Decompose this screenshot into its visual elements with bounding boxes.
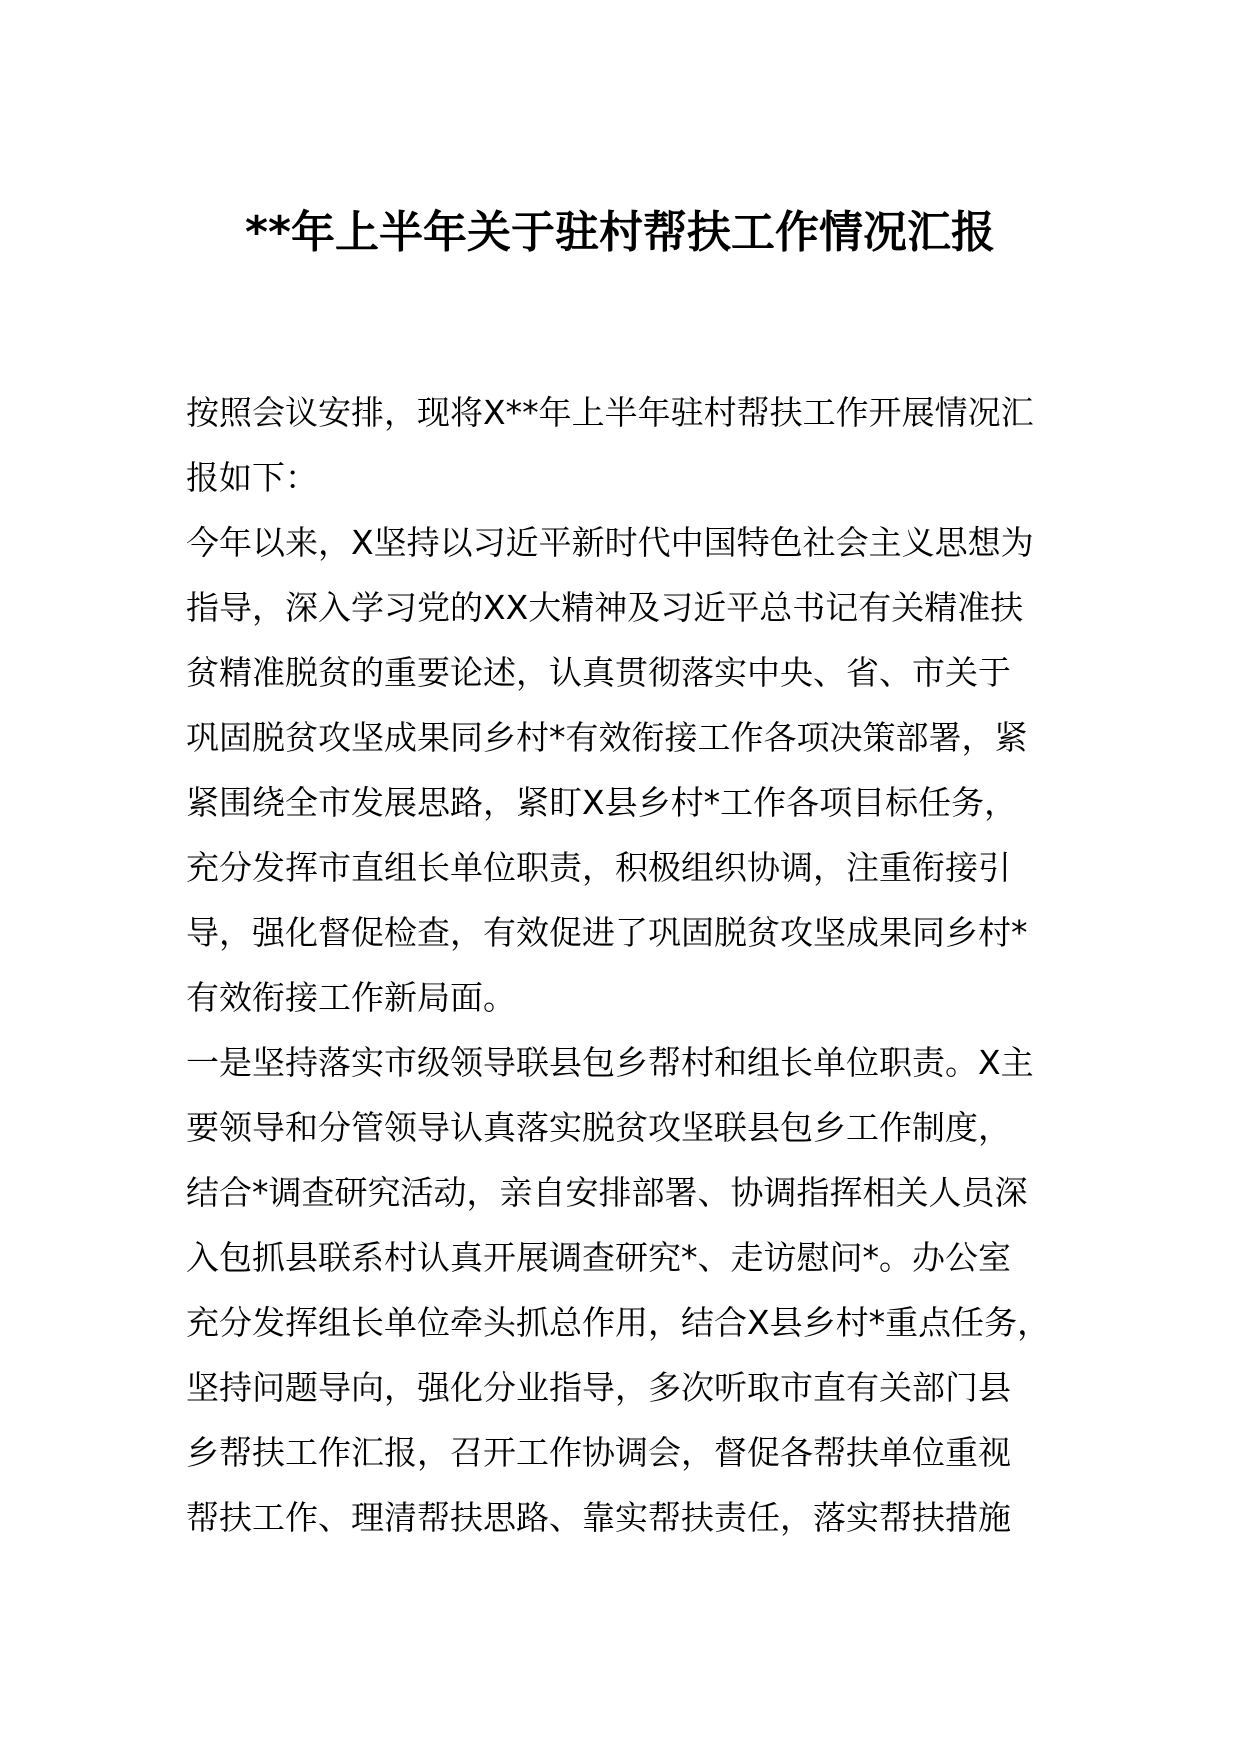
text-line: 报如下： [186, 458, 318, 497]
text-line: 充分发挥市直组长单位职责，积极组织协调，注重衔接引 [186, 848, 1011, 887]
text-line: 乡帮扶工作汇报，召开工作协调会，督促各帮扶单位重视 [186, 1433, 1011, 1472]
text-line: 有效衔接工作新局面。 [186, 978, 516, 1017]
text-line: 结合*调查研究活动，亲自安排部署、协调指挥相关人员深 [186, 1173, 1028, 1212]
text-line: 紧围绕全市发展思路，紧盯X县乡村*工作各项目标任务， [186, 783, 1018, 822]
text-line: 巩固脱贫攻坚成果同乡村*有效衔接工作各项决策部署，紧 [186, 718, 1028, 757]
text-line: 指导，深入学习党的XX大精神及习近平总书记有关精准扶 [186, 588, 1024, 627]
text-line: 要领导和分管领导认真落实脱贫攻坚联县包乡工作制度， [186, 1108, 1011, 1147]
text-line: 导，强化督促检查，有效促进了巩固脱贫攻坚成果同乡村* [186, 913, 1028, 952]
text-line: 贫精准脱贫的重要论述，认真贯彻落实中央、省、市关于 [186, 653, 1011, 692]
document-body [186, 380, 1086, 1550]
text-line: 按照会议安排，现将X**年上半年驻村帮扶工作开展情况汇 [186, 393, 1034, 432]
text-line: 充分发挥组长单位牵头抓总作用，结合X县乡村*重点任务， [186, 1303, 1051, 1342]
document-title: **年上半年关于驻村帮扶工作情况汇报 [244, 207, 996, 258]
text-line: 今年以来，X坚持以习近平新时代中国特色社会主义思想为 [186, 523, 1034, 562]
text-line: 坚持问题导向，强化分业指导，多次听取市直有关部门县 [186, 1368, 1011, 1407]
text-line: 帮扶工作、理清帮扶思路、靠实帮扶责任，落实帮扶措施 [186, 1498, 1011, 1537]
text-line: 一是坚持落实市级领导联县包乡帮村和组长单位职责。X主 [186, 1043, 1034, 1082]
text-line: 入包抓县联系村认真开展调查研究*、走访慰问*。办公室 [186, 1238, 1011, 1277]
